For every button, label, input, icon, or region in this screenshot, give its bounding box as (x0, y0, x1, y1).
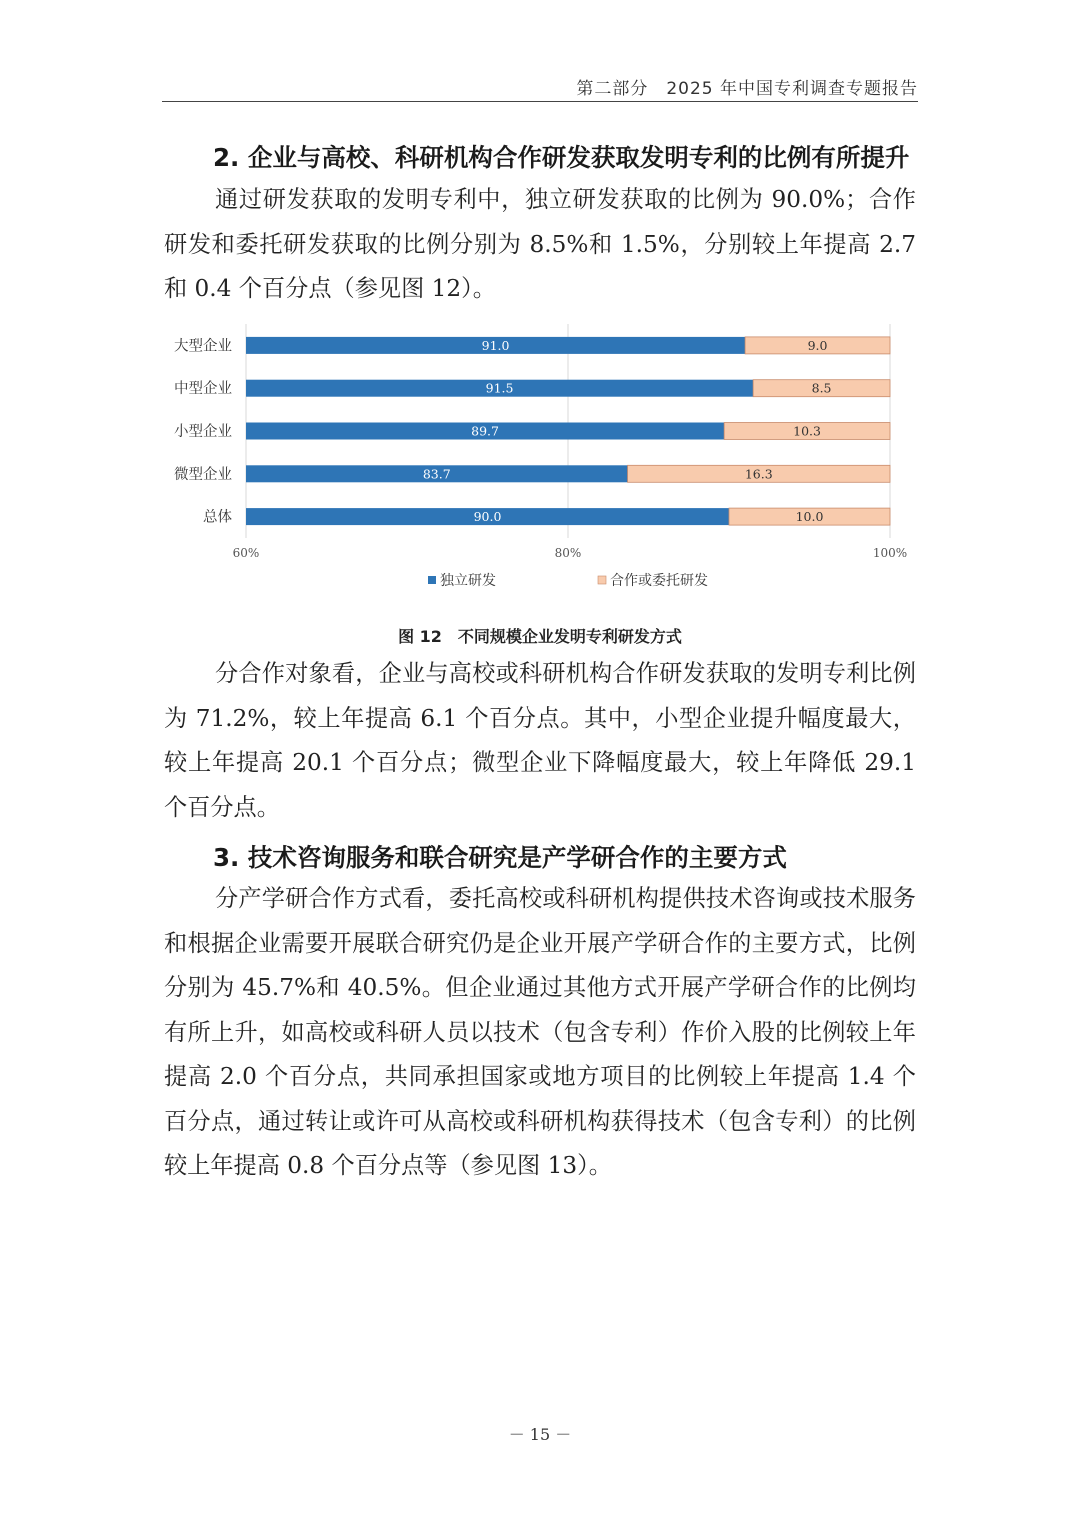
category-label: 中型企业 (174, 381, 232, 398)
legend-swatch (598, 576, 606, 584)
data-label: 90.0 (473, 509, 502, 525)
data-label: 89.7 (471, 423, 500, 439)
running-header: 第二部分 2025 年中国专利调查专题报告 (576, 79, 918, 99)
category-label: 大型企业 (174, 338, 232, 355)
section-2-heading: 2. 企业与高校、科研机构合作研发获取发明专利的比例有所提升 (213, 143, 910, 172)
section-2-paragraph-2: 分合作对象看，企业与高校或科研机构合作研发获取的发明专利比例为 71.2%，较上年提高 6.1 个百分点。其中，小型企业提升幅度最大，较上年提高 20.1 个百分点；微型企业下降幅度最大，较上年降低 29.1 个百分点。 (164, 660, 916, 821)
data-label: 91.0 (481, 337, 510, 353)
x-tick-label: 60% (232, 546, 260, 560)
figure-12-chart (150, 318, 930, 618)
data-label: 16.3 (744, 466, 773, 482)
stacked-bar-chart (150, 318, 930, 618)
section-3-heading: 3. 技术咨询服务和联合研究是产学研合作的主要方式 (213, 843, 787, 872)
page-number: － 15 － (508, 1425, 572, 1444)
legend-label: 合作或委托研发 (610, 573, 708, 589)
section-2-paragraph-1: 通过研发获取的发明专利中，独立研发获取的比例为 90.0%；合作研发和委托研发获取的比例分别为 8.5%和 1.5%，分别较上年提高 2.7 和 0.4 个百分点（参见图 12）。 (164, 186, 916, 302)
legend-swatch (428, 576, 436, 584)
data-label: 10.3 (793, 423, 822, 439)
x-tick-label: 80% (554, 546, 582, 560)
legend-label: 独立研发 (440, 573, 496, 589)
category-label: 总体 (203, 509, 232, 526)
figure-caption: 图 12 不同规模企业发明专利研发方式 (398, 627, 682, 646)
header-rule (162, 101, 918, 102)
data-label: 8.5 (811, 380, 832, 396)
x-tick-label: 100% (872, 546, 908, 560)
data-label: 91.5 (485, 380, 514, 396)
data-label: 10.0 (795, 509, 824, 525)
section-3-paragraph-1: 分产学研合作方式看，委托高校或科研机构提供技术咨询或技术服务和根据企业需要开展联合研究仍是企业开展产学研合作的主要方式，比例分别为 45.7%和 40.5%。但企业通过其他方式开展产学研合作的比例均有所上升，如高校或科研人员以技术（包含专利）作价入股的比例较上年提高 2.0 个百分点，共同承担国家或地方项目的比例较上年提高 1.4 个百分点，通过转让或许可从高校或科研机构获得技术（包含专利）的比例较上年提高 0.8 个百分点等（参见图 13）。 (164, 885, 916, 1179)
data-label: 9.0 (807, 337, 828, 353)
category-label: 小型企业 (174, 424, 232, 440)
data-label: 83.7 (422, 466, 451, 482)
category-label: 微型企业 (174, 466, 232, 483)
